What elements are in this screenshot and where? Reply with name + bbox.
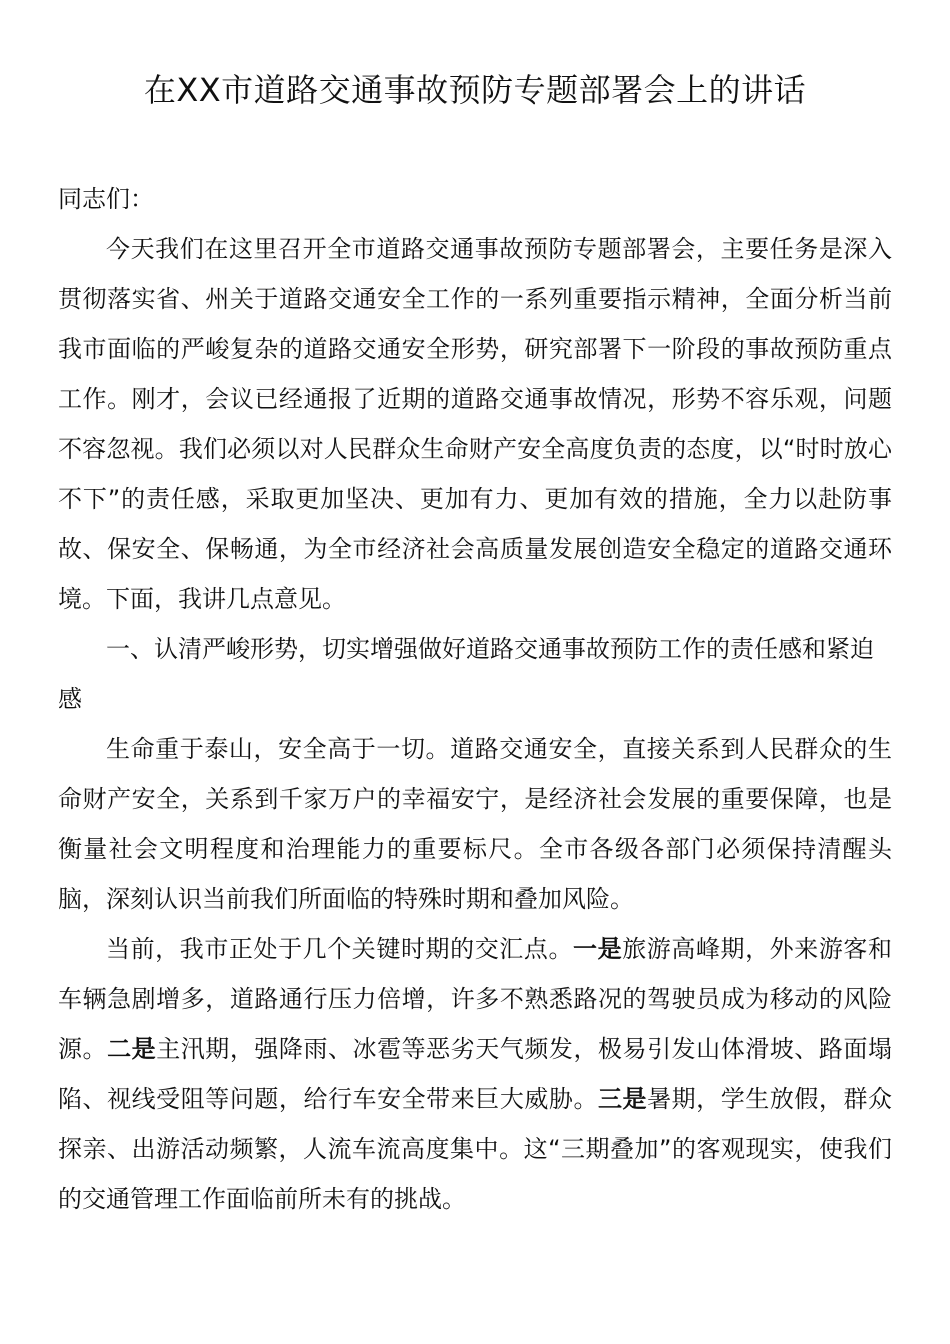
section-one-heading: 一、认清严峻形势，切实增强做好道路交通事故预防工作的责任感和紧迫感 <box>58 635 874 713</box>
document-title: 在XX市道路交通事故预防专题部署会上的讲话 <box>143 71 807 109</box>
point-two-text: 主汛期，强降雨、冰雹等恶劣天气频发，极易引发山体滑坡、路面塌陷、视线受阻等问题，给行车安全带来巨大威胁。 <box>58 1035 893 1113</box>
key-periods-paragraph <box>58 924 892 1224</box>
point-three-label: 三是 <box>598 1085 648 1113</box>
point-one-label: 一是 <box>573 935 623 963</box>
safety-importance-paragraph: 生命重于泰山，安全高于一切。道路交通安全，直接关系到人民群众的生命财产安全，关系到千家万户的幸福安宁，是经济社会发展的重要保障，也是衡量社会文明程度和治理能力的重要标尺。全市各级各部门必须保持清醒头脑，深刻认识当前我们所面临的特殊时期和叠加风险。 <box>58 735 892 913</box>
point-one-text: 旅游高峰期，外来游客和车辆急剧增多，道路通行压力倍增，许多不熟悉路况的驾驶员成为移动的风险源。 <box>58 935 893 1063</box>
point-two-label: 二是 <box>107 1035 157 1063</box>
document-page <box>58 62 892 1224</box>
key-periods-intro: 当前，我市正处于几个关键时期的交汇点。 <box>106 935 574 963</box>
salutation: 同志们： <box>58 185 154 213</box>
opening-paragraph: 今天我们在这里召开全市道路交通事故预防专题部署会，主要任务是深入贯彻落实省、州关于道路交通安全工作的一系列重要指示精神，全面分析当前我市面临的严峻复杂的道路交通安全形势，研究部署下一阶段的事故预防重点工作。刚才，会议已经通报了近期的道路交通事故情况，形势不容乐观，问题不容忽视。我们必须以对人民群众生命财产安全高度负责的态度，以“时时放心不下”的责任感，采取更加坚决、更加有力、更加有效的措施，全力以赴防事故、保安全、保畅通，为全市经济社会高质量发展创造安全稳定的道路交通环境。下面，我讲几点意见。 <box>58 235 892 613</box>
point-three-text: 暑期，学生放假，群众探亲、出游活动频繁，人流车流高度集中。这“三期叠加”的客观现实，使我们的交通管理工作面临前所未有的挑战。 <box>58 1085 893 1213</box>
